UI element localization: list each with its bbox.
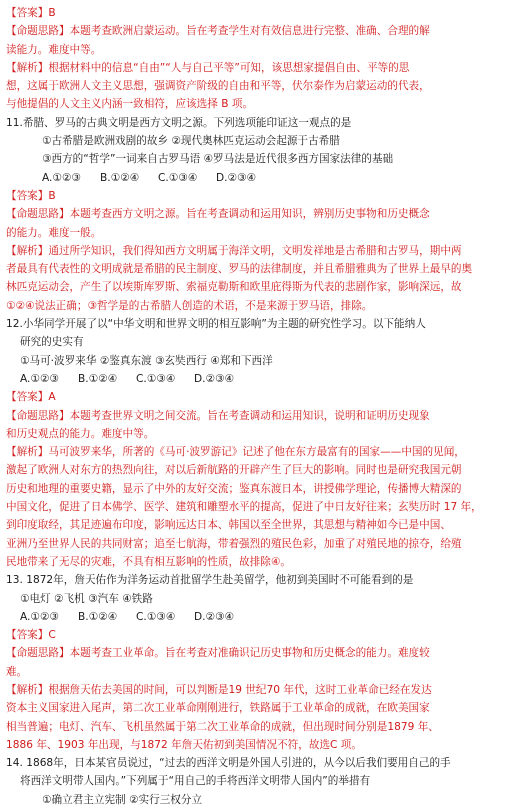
answer-options — [6, 370, 518, 388]
answer-explanation-line: 【命题思路】本题考查工业革命。旨在考查对准确识记历史事物和历史概念的能力。难度较 — [6, 647, 430, 660]
question-line: ①马可·波罗来华 ②鉴真东渡 ③玄奘西行 ④郑和下西洋 — [20, 354, 273, 367]
answer-option: D.②③④ — [194, 610, 235, 623]
answer-explanation-line: 【答案】B — [6, 189, 56, 202]
answer-explanation-line: 的能力。难度一般。 — [6, 226, 102, 239]
answer-explanation-line: 相当普遍；电灯、汽车、飞机虽然属于第二次工业革命的成就，但出现时间分别是1879 年、 — [6, 720, 439, 733]
answer-explanation-line: 和历史观点的能力。难度中等。 — [6, 427, 155, 440]
answer-option: B.①②④ — [78, 610, 118, 623]
answer-options — [6, 169, 518, 187]
answer-explanation-line: 1886 年、1903 年出现，与1872 年詹天佑初到美国情况不符，故选C 项。 — [6, 738, 362, 751]
answer-explanation-line: 读能力。难度中等。 — [6, 43, 102, 56]
answer-explanation-line: 想，这属于欧洲人文主义思想，强调资产阶级的自由和平等，伏尔泰作为启蒙运动的代表， — [6, 80, 430, 93]
question-line: ①电灯 ②飞机 ③汽车 ④铁路 — [20, 592, 153, 605]
question-line: ③西方的“哲学”一词来自古罗马语 ④罗马法是近代很多西方国家法律的基础 — [42, 153, 394, 166]
answer-option: D.②③④ — [216, 171, 257, 184]
answer-explanation-line: 历史和地理的重要史籍，显示了中外的友好交流；鉴真东渡日本，讲授佛学理论，传播博大精深的 — [6, 482, 462, 495]
answer-explanation-line: 【答案】B — [6, 7, 56, 19]
question-line: 14. 1868年，日本某官员说过，“过去的西洋文明是外国人引进的，从今以后我们要用自己的手 — [6, 757, 451, 770]
question-line: 12.小华同学开展了以“中华文明和世界文明的相互影响”为主题的研究性学习。以下能纳人 — [6, 318, 426, 331]
answer-option: B.①②④ — [78, 372, 118, 385]
answer-explanation-line: ①②④说法正确；③哲学是的古希腊人创造的术语，不是来源于罗马语，排除。 — [6, 299, 373, 312]
answer-options — [6, 608, 518, 626]
answer-option: C.①③④ — [136, 372, 176, 385]
question-line: 13. 1872年，詹天佑作为洋务运动首批留学生赴美留学，他初到美国时不可能看到的是 — [6, 574, 414, 587]
answer-explanation-line: 【答案】A — [6, 391, 56, 404]
answer-explanation-line: 【解析】根据材料中的信息“自由”“人与自己平等”可知，该思想家提倡自由、平等的思 — [6, 61, 410, 74]
answer-explanation-line: 【命题思路】本题考查欧洲启蒙运动。旨在考查学生对有效信息进行完整、准确、合理的解 — [6, 25, 430, 38]
answer-explanation-line: 民地带来了无尽的灾难，不具有相互影响的性质，故排除④。 — [6, 555, 291, 568]
answer-option: D.②③④ — [194, 372, 235, 385]
answer-explanation-line: 与他提倡的人文主义内涵一致相符，应该选择 B 项。 — [6, 98, 254, 111]
answer-option: A.①②③ — [20, 610, 59, 623]
answer-explanation-line: 【命题思路】本题考查世界文明之间交流。旨在考查调动和运用知识，说明和证明历史现象 — [6, 409, 430, 422]
answer-explanation-line: 激起了欧洲人对东方的热烈向往，对以后新航路的开辟产生了巨大的影响。同时也是研究我国元朝 — [6, 464, 462, 477]
answer-explanation-line: 【答案】C — [6, 629, 56, 642]
question-line: 研究的史实有 — [20, 336, 84, 349]
answer-option: C.①③④ — [136, 610, 176, 623]
answer-option: A.①②③ — [20, 372, 59, 385]
answer-explanation-line: 【解析】根据詹天佑去美国的时间，可以判断是19 世纪70 年代，这时工业革命已经在发达 — [6, 683, 432, 696]
answer-explanation-line: 【解析】马可波罗来华，所著的《马可·波罗游记》记述了他在东方最富有的国家——中国的见闻， — [6, 446, 465, 459]
question-line: 将西洋文明带人国内。”下列属于“用自己的手将西洋文明带人国内”的举措有 — [20, 775, 371, 788]
answer-option: C.①③④ — [158, 171, 198, 184]
answer-explanation-line: 【命题思路】本题考查西方文明之源。旨在考查调动和运用知识，辨别历史事物和历史概念 — [6, 208, 430, 221]
answer-option: B.①②④ — [100, 171, 140, 184]
answer-explanation-line: 中国文化，促进了日本佛学、医学、建筑和雕塑水平的提高，促进了中日友好往来；玄奘历时 17 年， — [6, 501, 482, 514]
answer-explanation-line: 到印度取经，其足迹遍布印度，影响远达日本、韩国以至全世界，其思想与精神如今已是中国、 — [6, 519, 451, 532]
answer-explanation-line: 亚洲乃至世界人民的共同财富；追至七航海，带着强烈的殖民色彩，加重了对殖民地的掠夺，给殖 — [6, 537, 462, 550]
question-line: 11.希腊、罗马的古典文明是西方文明之源。下列选项能印证这一观点的是 — [6, 116, 352, 129]
answer-explanation-line: 【解析】通过所学知识，我们得知西方文明属于海洋文明，文明发祥地是古希腊和古罗马，期中两 — [6, 244, 462, 257]
answer-explanation-line: 资本主义国家进入尾声，第二次工业革命刚刚进行，铁路属于工业革命的成就，在欧美国家 — [6, 702, 430, 715]
answer-explanation-line: 者最具有代表性的文明成就是希腊的民主制度、罗马的法律制度，并且希腊雅典为了世界上最早的奥 — [6, 263, 473, 276]
question-line: ①确立君主立宪制 ②实行三权分立 — [42, 793, 203, 806]
answer-explanation-line: 林匹克运动会，产生了以埃斯库罗斯、索福克勒斯和欧里庇得斯为代表的悲剧作家，影响深远，故 — [6, 281, 462, 294]
answer-explanation-line: 难。 — [6, 665, 28, 678]
question-line: ①古希腊是欧洲戏剧的故乡 ②现代奥林匹克运动会起源于古希腊 — [42, 135, 340, 148]
answer-option: A.①②③ — [42, 171, 81, 184]
